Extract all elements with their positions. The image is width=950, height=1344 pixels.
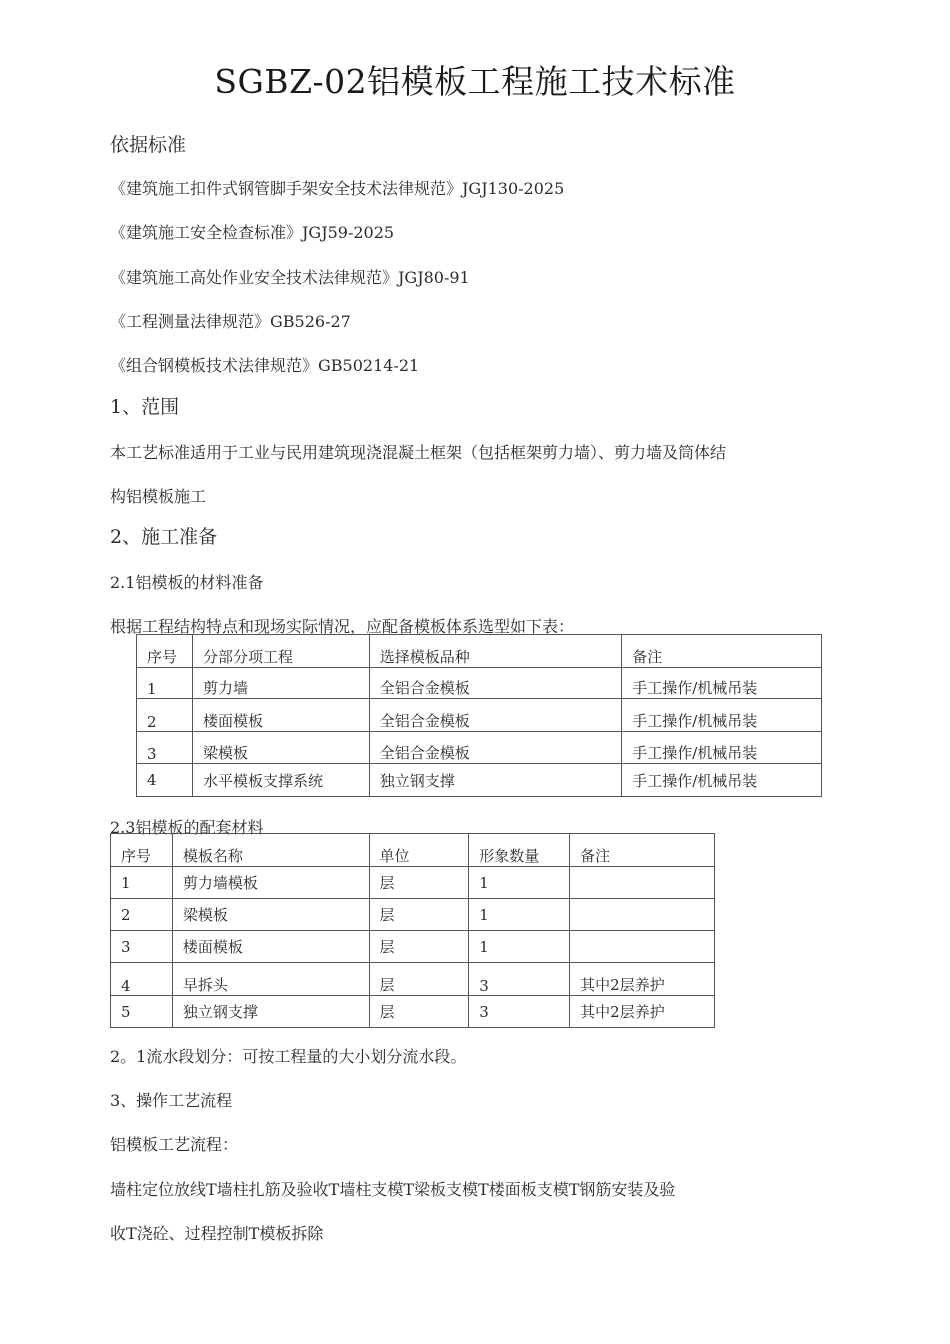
table-cell: 剪力墙 [192, 668, 369, 699]
scope-text-line-2: 构铝模板施工 [110, 487, 207, 506]
table-header-cell: 单位 [369, 834, 469, 867]
table-cell: 层 [369, 963, 469, 996]
table-row [111, 963, 715, 996]
table-cell: 1 [111, 867, 173, 899]
table-cell: 其中2层养护 [570, 996, 715, 1028]
table-cell: 手工操作/机械吊装 [622, 732, 822, 764]
table-cell: 1 [469, 931, 570, 963]
table-header-cell: 序号 [111, 834, 173, 867]
standard-item-1: 《建筑施工扣件式钢管脚手架安全技术法律规范》JGJ130-2025 [110, 179, 565, 198]
table-cell: 1 [469, 899, 570, 931]
table-cell: 剪力墙模板 [172, 867, 369, 899]
table-cell: 独立钢支撑 [369, 764, 621, 797]
table-row [111, 899, 715, 931]
table-row [111, 867, 715, 899]
table-cell: 2 [111, 899, 173, 931]
table-header-cell: 模板名称 [172, 834, 369, 867]
table-cell [570, 931, 715, 963]
table-row [111, 931, 715, 963]
table-cell: 层 [369, 996, 469, 1028]
scope-text-line-1: 本工艺标准适用于工业与民用建筑现浇混凝土框架（包括框架剪力墙）、剪力墙及筒体结 [110, 443, 727, 462]
table-cell: 手工操作/机械吊装 [622, 699, 822, 732]
table-cell: 3 [137, 732, 193, 764]
standard-item-4: 《工程测量法律规范》GB526-27 [110, 312, 351, 331]
table-row [137, 668, 822, 699]
table-header-cell: 形象数量 [469, 834, 570, 867]
table-cell: 3 [469, 963, 570, 996]
table-header-row [111, 834, 715, 867]
table-header-cell: 备注 [622, 635, 822, 668]
table-header-cell: 序号 [137, 635, 193, 668]
table-row [111, 996, 715, 1028]
table-header-cell: 选择模板品种 [369, 635, 621, 668]
table-cell: 4 [137, 764, 193, 797]
table-cell: 层 [369, 931, 469, 963]
table-cell: 2 [137, 699, 193, 732]
table-row [137, 699, 822, 732]
table-cell: 全铝合金模板 [369, 699, 621, 732]
formwork-selection-table [136, 634, 822, 797]
material-heading: 2.1铝模板的材料准备 [110, 573, 264, 592]
process-label: 铝模板工艺流程： [110, 1135, 239, 1154]
standard-item-5: 《组合钢模板技术法律规范》GB50214-21 [110, 356, 420, 375]
scope-heading: 1、范围 [110, 396, 180, 418]
table-header-row [137, 635, 822, 668]
prep-heading: 2、施工准备 [110, 526, 218, 548]
table-row [137, 732, 822, 764]
table-cell: 手工操作/机械吊装 [622, 764, 822, 797]
standard-item-2: 《建筑施工安全检查标准》JGJ59-2025 [110, 223, 395, 242]
table-cell: 全铝合金模板 [369, 732, 621, 764]
support-materials-table [110, 833, 715, 1028]
table-cell: 4 [111, 963, 173, 996]
table-cell: 手工操作/机械吊装 [622, 668, 822, 699]
standard-item-3: 《建筑施工高处作业安全技术法律规范》JGJ80-91 [110, 268, 470, 287]
table-cell: 5 [111, 996, 173, 1028]
table-cell: 梁模板 [192, 732, 369, 764]
table-cell: 楼面模板 [172, 931, 369, 963]
table-row [137, 764, 822, 797]
table-cell: 1 [469, 867, 570, 899]
process-heading: 3、操作工艺流程 [110, 1091, 233, 1110]
flow-section-text: 2。1流水段划分：可按工程量的大小划分流水段。 [110, 1047, 467, 1066]
document-title: SGBZ-02铝模板工程施工技术标准 [214, 62, 736, 101]
table-cell: 独立钢支撑 [172, 996, 369, 1028]
basis-heading: 依据标准 [110, 134, 187, 156]
table-cell: 水平模板支撑系统 [192, 764, 369, 797]
table-cell [570, 899, 715, 931]
table-cell: 3 [469, 996, 570, 1028]
table-cell: 全铝合金模板 [369, 668, 621, 699]
material-intro: 根据工程结构特点和现场实际情况，应配备模板体系选型如下表： [110, 617, 575, 636]
table-cell: 1 [137, 668, 193, 699]
table-header-cell: 备注 [570, 834, 715, 867]
process-text-line-1: 墙柱定位放线T墙柱扎筋及验收T墙柱支模T梁板支模T楼面板支模T钢筋安装及验 [110, 1180, 676, 1199]
table-cell: 早拆头 [172, 963, 369, 996]
table-cell [570, 867, 715, 899]
table-cell: 层 [369, 867, 469, 899]
table-cell: 层 [369, 899, 469, 931]
table-cell: 梁模板 [172, 899, 369, 931]
table-cell: 其中2层养护 [570, 963, 715, 996]
support-heading: 2.3铝模板的配套材料 [110, 818, 264, 837]
table-cell: 楼面模板 [192, 699, 369, 732]
table-header-cell: 分部分项工程 [192, 635, 369, 668]
process-text-line-2: 收T浇砼、过程控制T模板拆除 [110, 1224, 324, 1243]
table-cell: 3 [111, 931, 173, 963]
